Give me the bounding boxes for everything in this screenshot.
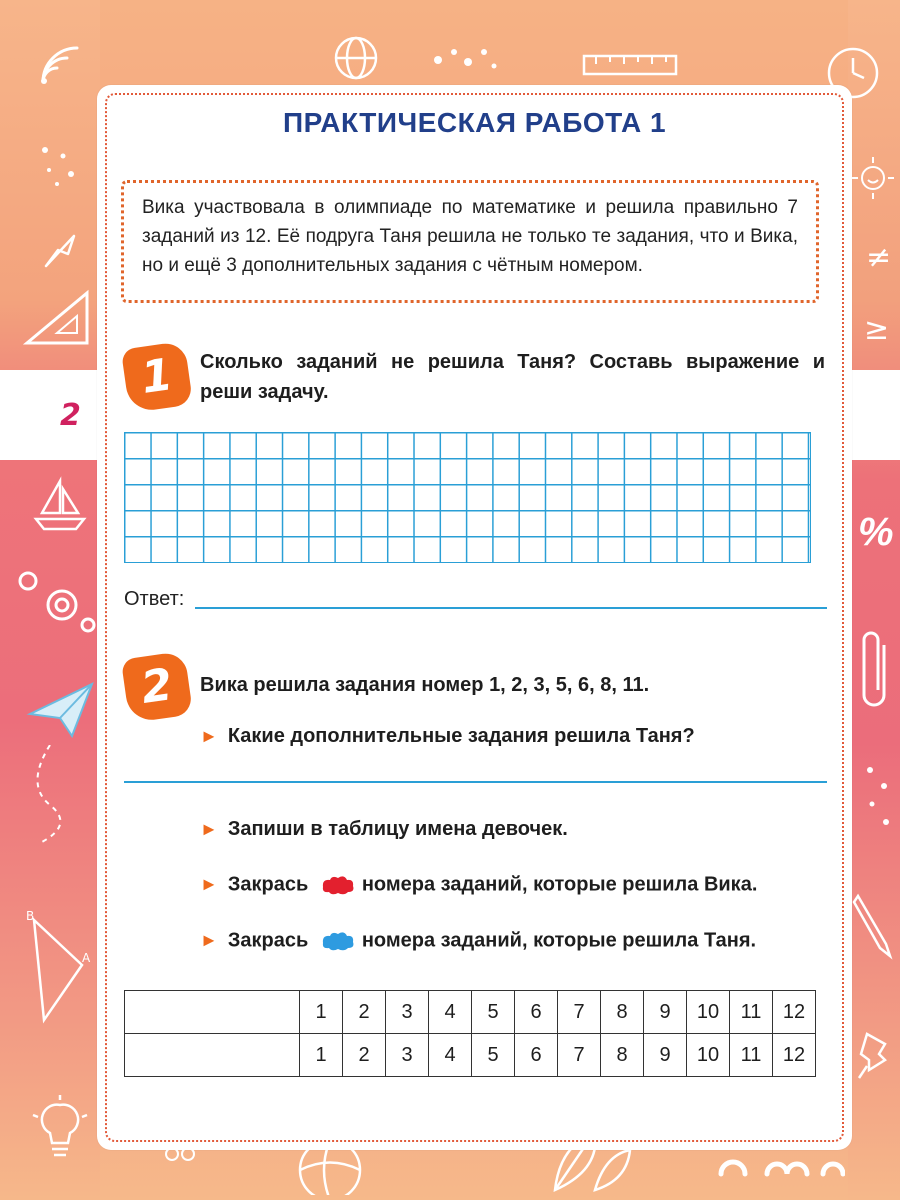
- number-cell[interactable]: 7: [558, 1034, 601, 1077]
- bullet-1-text: Какие дополнительные задания решила Таня?: [227, 725, 695, 747]
- blue-paint-blot-icon: [320, 929, 356, 953]
- number-cell[interactable]: 10: [687, 991, 730, 1034]
- task-2-badge: 2: [121, 651, 193, 723]
- bullet-3-after: номера заданий, которые решила Вика.: [361, 873, 758, 896]
- ruler-icon: [580, 50, 680, 80]
- bullet-3: [200, 873, 757, 897]
- paperclip-icon: [856, 625, 896, 715]
- bullet-arrow-icon: ►: [200, 819, 218, 839]
- name-cell[interactable]: [125, 1034, 300, 1077]
- table-row: [125, 991, 816, 1034]
- number-cell[interactable]: 4: [429, 1034, 472, 1077]
- dots-icon: [860, 760, 896, 840]
- bullet-4: [200, 929, 756, 953]
- not-equal-symbol: ≠: [866, 240, 892, 275]
- task-1-answer-grid[interactable]: [124, 432, 811, 563]
- answer-label: Ответ:: [124, 588, 185, 610]
- bullet-arrow-icon: ►: [200, 726, 218, 746]
- answer-line[interactable]: [195, 607, 827, 609]
- task-1-text: Сколько заданий не решила Таня? Составь выражение и реши задачу.: [200, 351, 825, 403]
- bullet-1: [200, 725, 695, 748]
- number-cell[interactable]: 8: [601, 1034, 644, 1077]
- gear-icon: [10, 565, 100, 640]
- number-cell[interactable]: 6: [515, 1034, 558, 1077]
- number-cell[interactable]: 12: [773, 991, 816, 1034]
- number-cell[interactable]: 1: [300, 991, 343, 1034]
- intro-text: Вика участвовала в олимпиаде по математике и решила правильно 7 заданий из 12. Её подруга Таня решила не только те задания, что и Вика, но и ещё 3 дополнительных задания с чётным номером.: [121, 180, 819, 303]
- number-cell[interactable]: 9: [644, 991, 687, 1034]
- number-cell[interactable]: 3: [386, 991, 429, 1034]
- number-cell[interactable]: 7: [558, 991, 601, 1034]
- sun-icon: [850, 155, 896, 201]
- sailboat-icon: [30, 475, 90, 535]
- bullet-4-before: Закрась: [227, 929, 309, 952]
- bullet-3-before: Закрась: [227, 873, 309, 896]
- number-cell[interactable]: 11: [730, 991, 773, 1034]
- task-2-text: Вика решила задания номер 1, 2, 3, 5, 6, 8, 11.: [200, 674, 650, 696]
- page-number: 2: [60, 398, 81, 433]
- red-paint-blot-icon: [320, 873, 356, 897]
- tasks-table: [124, 990, 816, 1077]
- triangle-icon: [22, 910, 92, 1030]
- dots-icon: [430, 40, 500, 80]
- wifi-icon: [35, 40, 85, 90]
- svg-text:A: A: [82, 951, 91, 965]
- globe-icon: [330, 32, 382, 84]
- geq-symbol: ≥: [864, 312, 890, 347]
- task-1-badge: 1: [121, 341, 193, 413]
- bullet-arrow-icon: ►: [200, 874, 218, 895]
- number-cell[interactable]: 12: [773, 1034, 816, 1077]
- number-cell[interactable]: 9: [644, 1034, 687, 1077]
- dashed-path-icon: [20, 745, 80, 845]
- number-cell[interactable]: 5: [472, 991, 515, 1034]
- set-square-icon: [22, 288, 92, 348]
- pencil-icon: [852, 890, 897, 960]
- lightbulb-icon: [30, 1095, 90, 1165]
- number-cell[interactable]: 8: [601, 991, 644, 1034]
- svg-text:B: B: [26, 910, 35, 923]
- pushpin-icon: [855, 1030, 895, 1080]
- number-cell[interactable]: 6: [515, 991, 558, 1034]
- number-cell[interactable]: 2: [343, 1034, 386, 1077]
- paper-plane-icon: [26, 680, 96, 740]
- bullet-4-after: номера заданий, которые решила Таня.: [361, 929, 757, 952]
- worksheet-card: [97, 85, 852, 1150]
- page-title: ПРАКТИЧЕСКАЯ РАБОТА 1: [282, 107, 667, 138]
- task-2-answer-line[interactable]: [124, 781, 827, 783]
- number-cell[interactable]: 5: [472, 1034, 515, 1077]
- number-cell[interactable]: 2: [343, 991, 386, 1034]
- number-cell[interactable]: 4: [429, 991, 472, 1034]
- bullet-2-text: Запиши в таблицу имена девочек.: [227, 818, 568, 840]
- number-cell[interactable]: 10: [687, 1034, 730, 1077]
- bullet-arrow-icon: ►: [200, 930, 218, 951]
- table-row: [125, 1034, 816, 1077]
- number-cell[interactable]: 11: [730, 1034, 773, 1077]
- number-cell[interactable]: 1: [300, 1034, 343, 1077]
- pointer-arrow-icon: [38, 228, 83, 273]
- number-cell[interactable]: 3: [386, 1034, 429, 1077]
- dots-icon: [35, 140, 85, 190]
- name-cell[interactable]: [125, 991, 300, 1034]
- percent-symbol: %: [858, 510, 894, 554]
- bullet-2: [200, 818, 568, 841]
